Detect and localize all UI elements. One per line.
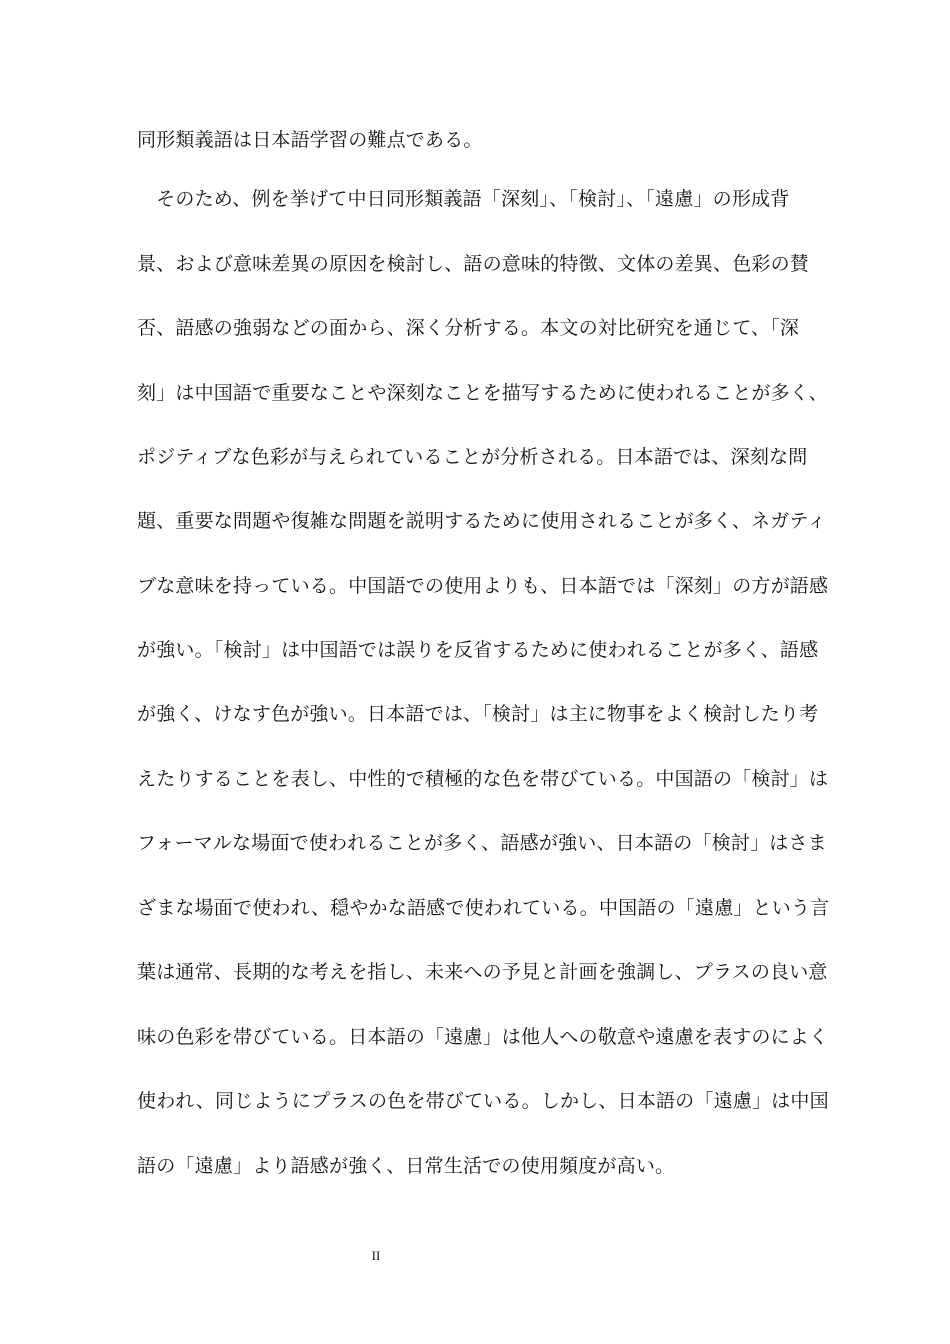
text-line: ブな意味を持っている。中国語での使用よりも、日本語では「深刻」の方が語感	[137, 575, 829, 597]
text-line: ざまな場面で使われ、穏やかな語感で使われている。中国語の「遠慮」という言	[137, 897, 830, 919]
text-line: 味の色彩を帯びている。日本語の「遠慮」は他人への敬意や遠慮を表すのによく	[137, 1026, 829, 1048]
text-line: が強い。「検討」は中国語では誤りを反省するために使われることが多く、語感	[137, 639, 819, 661]
text-line: 刻」は中国語で重要なことや深刻なことを描写するために使われることが多く、	[137, 382, 828, 404]
page-number: II	[371, 1248, 381, 1263]
text-line: えたりすることを表し、中性的で積極的な色を帯びている。中国語の「検討」は	[137, 768, 829, 790]
text-line: ポジティブな色彩が与えられていることが分析される。日本語では、深刻な問	[137, 446, 808, 468]
text-line: フォーマルな場面で使われることが多く、語感が強い、日本語の「検討」はさま	[137, 832, 827, 854]
text-line: 題、重要な問題や復雑な問題を説明するために使用されることが多く、ネガティ	[137, 510, 827, 532]
text-line: 使われ、同じようにプラスの色を帯びている。しかし、日本語の「遠慮」は中国	[137, 1090, 829, 1112]
text-line: そのため、例を挙げて中日同形類義語「深刻」、「検討」、「遠慮」の形成背	[137, 188, 790, 210]
text-line: が強く、けなす色が強い。日本語では、「検討」は主に物事をよく検討したり考	[137, 703, 819, 725]
text-line: 語の「遠慮」より語感が強く、日常生活での使用頻度が高い。	[137, 1155, 675, 1177]
text-line: 景、および意味差異の原因を検討し、語の意味的特徴、文体の差異、色彩の賛	[137, 253, 810, 275]
text-line: 否、語感の強弱などの面から、深く分析する。本文の対比研究を通じて、「深	[137, 317, 800, 339]
text-line: 同形類義語は日本語学習の難点である。	[137, 129, 483, 151]
text-line: 葉は通常、長期的な考えを指し、未来への予見と計画を強調し、プラスの良い意	[137, 961, 828, 983]
